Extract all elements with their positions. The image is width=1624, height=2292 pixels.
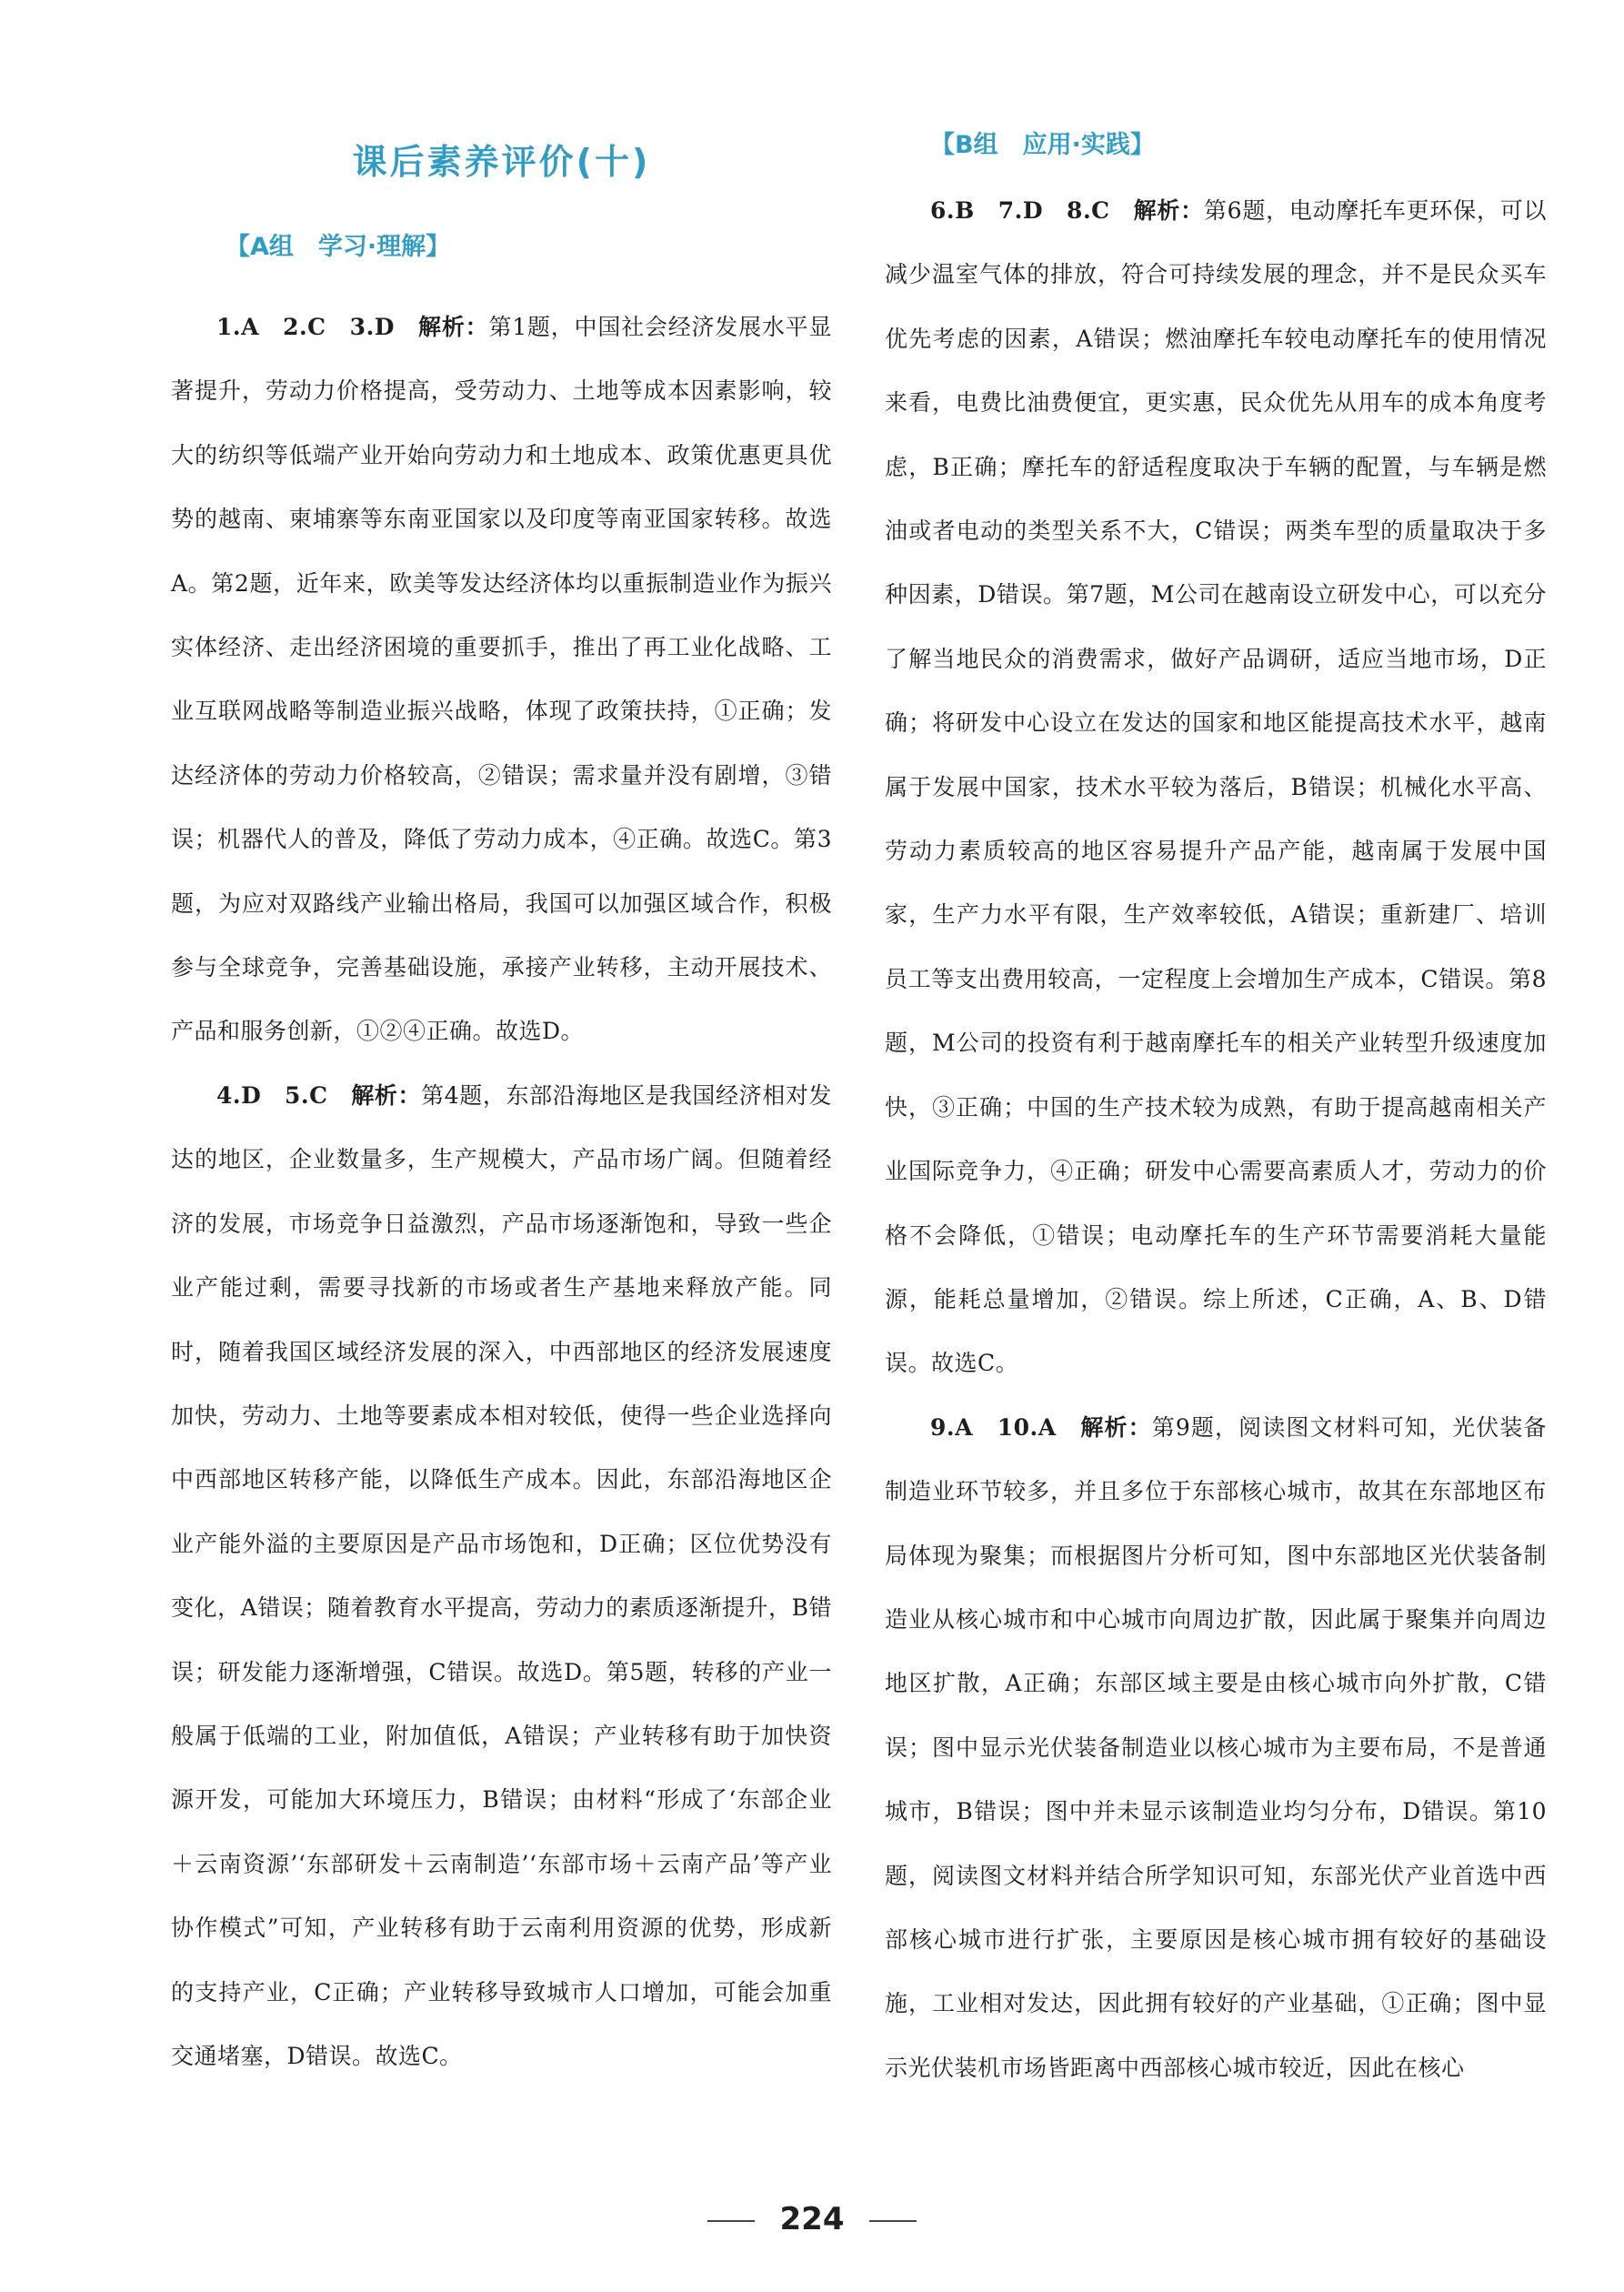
left-text-block xyxy=(171,296,832,2088)
analysis-text: 第6题，电动摩托车更环保，可以减少温室气体的排放，符合可持续发展的理念，并不是民众买车优先考虑的因素，A错误；燃油摩托车较电动摩托车的使用情况来看，电费比油费便宜，更实惠，民众优先从用车的成本角度考虑，B正确；摩托车的舒适程度取决于车辆的配置，与车辆是燃油或者电动的类型关系不大，C错误；两类车型的质量取决于多种因素，D错误。第7题，M公司在越南设立研发中心，可以充分了解当地民众的消费需求，做好产品调研，适应当地市场，D正确；将研发中心设立在发达的国家和地区能提高技术水平，越南属于发展中国家，技术水平较为落后，B错误；机械化水平高、劳动力素质较高的地区容易提升产品产能，越南属于发展中国家，生产力水平有限，生产效率较低，A错误；重新建厂、培训员工等支出费用较高，一定程度上会增加生产成本，C错误。第8题，M公司的投资有利于越南摩托车的相关产业转型升级速度加快，③正确；中国的生产技术较为成熟，有助于提高越南相关产业国际竞争力，④正确；研发中心需要高素质人才，劳动力的价格不会降低，①错误；电动摩托车的生产环节需要消耗大量能源，能耗总量增加，②错误。综上所述，C正确，A、B、D错误。故选C。 xyxy=(885,197,1547,1377)
analysis-label: 解析： xyxy=(1080,1413,1152,1441)
answer-numbers: 1.A 2.C 3.D xyxy=(216,314,395,340)
analysis-label: 解析： xyxy=(351,1081,422,1109)
analysis-text: 第9题，阅读图文材料可知，光伏装备制造业环节较多，并且多位于东部核心城市，故其在东部地区布局体现为聚集；而根据图片分析可知，图中东部地区光伏装备制造业从核心城市和中心城市向周边扩散，因此属于聚集并向周边地区扩散，A正确；东部区域主要是由核心城市向外扩散，C错误；图中显示光伏装备制造业以核心城市为主要布局，不是普通城市，B错误；图中并未显示该制造业均匀分布，D错误。第10题，阅读图文材料并结合所学知识可知，东部光伏产业首选中西部核心城市进行扩张，主要原因是核心城市拥有较好的基础设施，工业相对发达，因此拥有较好的产业基础，①正确；图中显示光伏装机市场皆距离中西部核心城市较近，因此在核心 xyxy=(885,1413,1547,2081)
section-a-heading: 【A组 学习·理解】 xyxy=(226,233,451,261)
analysis-text: 第1题，中国社会经济发展水平显著提升，劳动力价格提高，受劳动力、土地等成本因素影响，较大的纺织等低端产业开始向劳动力和土地成本、政策优惠更具优势的越南、柬埔寨等东南亚国家以及印度等南亚国家转移。故选A。第2题，近年来，欧美等发达经济体均以重振制造业作为振兴实体经济、走出经济困境的重要抓手，推出了再工业化战略、工业互联网战略等制造业振兴战略，体现了政策扶持，①正确；发达经济体的劳动力价格较高，②错误；需求量并没有剧增，③错误；机器代人的普及，降低了劳动力成本，④正确。故选C。第3题，为应对双路线产业输出格局，我国可以加强区域合作，积极参与全球竞争，完善基础设施，承接产业转移，主动开展技术、产品和服务创新，①②④正确。故选D。 xyxy=(171,314,832,1045)
answer-numbers: 4.D 5.C xyxy=(216,1081,328,1109)
section-b-heading: 【B组 应用·实践】 xyxy=(930,131,1155,159)
answer-paragraph-4-5 xyxy=(171,1064,832,2089)
right-text-block xyxy=(885,179,1547,2100)
answer-paragraph-1-3 xyxy=(171,296,832,1064)
answer-numbers: 6.B 7.D 8.C xyxy=(930,197,1110,224)
page-footer xyxy=(0,2201,1624,2237)
page-title: 课后素养评价(十) xyxy=(352,142,651,182)
answer-paragraph-6-8 xyxy=(885,179,1547,1396)
page-number: 224 xyxy=(779,2201,845,2237)
answer-paragraph-9-10 xyxy=(885,1396,1547,2100)
analysis-label: 解析： xyxy=(418,314,489,340)
analysis-label: 解析： xyxy=(1133,197,1204,224)
analysis-text: 第4题，东部沿海地区是我国经济相对发达的地区，企业数量多，生产规模大，产品市场广阔。但随着经济的发展，市场竞争日益激烈，产品市场逐渐饱和，导致一些企业产能过剩，需要寻找新的市场或者生产基地来释放产能。同时，随着我国区域经济发展的深入，中西部地区的经济发展速度加快，劳动力、土地等要素成本相对较低，使得一些企业选择向中西部地区转移产能，以降低生产成本。因此，东部沿海地区企业产能外溢的主要原因是产品市场饱和，D正确；区位优势没有变化，A错误；随着教育水平提高，劳动力的素质逐渐提升，B错误；研发能力逐渐增强，C错误。故选D。第5题，转移的产业一般属于低端的工业，附加值低，A错误；产业转移有助于加快资源开发，可能加大环境压力，B错误；由材料“形成了‘东部企业＋云南资源’‘东部研发＋云南制造’‘东部市场＋云南产品’等产业协作模式”可知，产业转移有助于云南利用资源的优势，形成新的支持产业，C正确；产业转移导致城市人口增加，可能会加重交通堵塞，D错误。故选C。 xyxy=(171,1081,832,2069)
answer-numbers: 9.A 10.A xyxy=(930,1413,1057,1441)
footer-rule-right xyxy=(869,2220,917,2222)
footer-rule-left xyxy=(707,2220,755,2222)
